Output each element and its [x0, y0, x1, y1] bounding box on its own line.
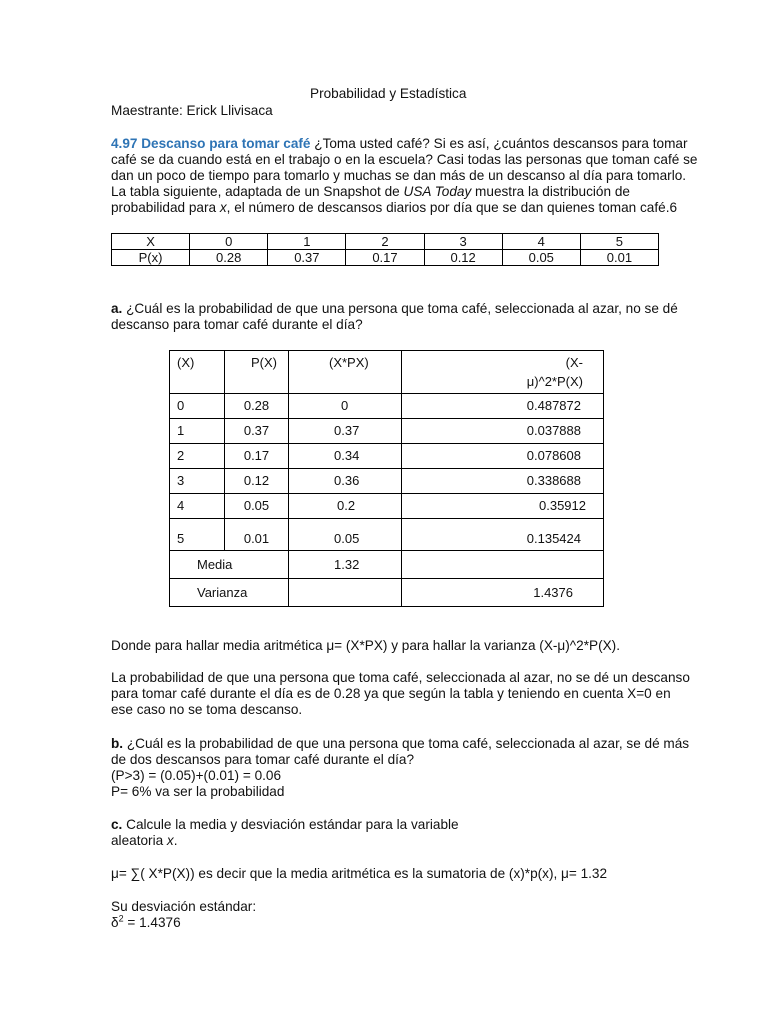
table-cell: Media [170, 551, 289, 579]
question-text: Calcule la media y desviación estándar para la variable [122, 817, 459, 832]
table-cell: 0.01 [225, 519, 289, 551]
question-text: . [173, 833, 178, 848]
answer-a-line-3: ese caso no se toma descanso. [111, 702, 303, 717]
question-b-result: P= 6% va ser la probabilidad [111, 784, 285, 799]
table-cell: 1.4376 [402, 579, 604, 607]
distribution-table [111, 233, 659, 266]
answer-a-line-2: para tomar café durante el día es de 0.28 ya que según la tabla y teniendo en cuenta X=0 en [111, 686, 671, 701]
problem-intro-line-2: café se da cuando está en el trabajo o en la escuela? Casi todas las personas que toman café se [111, 152, 698, 167]
intro-text: , el número de descansos diarios por día que se dan quienes toman café.6 [226, 200, 678, 215]
table-cell: 0.28 [190, 250, 268, 266]
table-cell: 0.05 [289, 519, 402, 551]
table-cell: 0 [289, 394, 402, 419]
table-cell: 2 [346, 234, 424, 250]
table-cell: 0.35912 [402, 494, 604, 519]
sd-label: Su desviación estándar: [111, 899, 257, 914]
table-header-cell: (X*PX) [289, 351, 402, 394]
formula-note: Donde para hallar media aritmética μ= (X*PX) y para hallar la varianza (X-μ)^2*P(X). [111, 638, 620, 653]
intro-text: ¿Toma usted café? Si es así, ¿cuántos descansos para tomar [310, 136, 688, 151]
intro-text: probabilidad para [111, 200, 220, 215]
table-row [170, 444, 604, 469]
problem-intro-line-3: dan un poco de tiempo para tomarlo y muchas se dan más de un descanso al día para tomarlo. [111, 168, 687, 183]
table-cell: P(x) [112, 250, 190, 266]
question-b-line-2: de dos descansos para tomar café durante el día? [111, 752, 415, 767]
question-a-line-2: descanso para tomar café durante el día? [111, 317, 363, 332]
table-row [170, 469, 604, 494]
table-header-cell: P(X) [225, 351, 289, 394]
table-cell: 0.05 [502, 250, 580, 266]
table-cell: 0.36 [289, 469, 402, 494]
problem-title: 4.97 Descanso para tomar café [111, 136, 311, 151]
table-cell: 4 [170, 494, 225, 519]
question-label: a. [111, 301, 123, 316]
sd-number: = 1.4376 [123, 915, 181, 930]
problem-intro-line-4 [111, 184, 630, 200]
table-row [170, 494, 604, 519]
table-cell: 1 [268, 234, 346, 250]
table-cell: 0.17 [225, 444, 289, 469]
sd-superscript: 2 [118, 913, 124, 924]
table-cell: 0.12 [225, 469, 289, 494]
table-cell: 0.05 [225, 494, 289, 519]
table-cell: 0.34 [289, 444, 402, 469]
table-cell: 0.28 [225, 394, 289, 419]
calculation-table [169, 350, 604, 607]
table-cell [289, 579, 402, 607]
table-row [170, 519, 604, 551]
header-line: (X- [565, 355, 583, 370]
mean-line: μ= ∑( X*P(X)) es decir que la media aritmética es la sumatoria de (x)*p(x), μ= 1.32 [111, 866, 608, 881]
question-c-line-2 [111, 833, 178, 849]
table-cell: 0.17 [346, 250, 424, 266]
question-text: ¿Cuál es la probabilidad de que una persona que toma café, seleccionada al azar, no se dé [122, 301, 678, 316]
table-cell: 0.2 [289, 494, 402, 519]
question-a-line-1 [111, 301, 678, 317]
table-cell [402, 551, 604, 579]
problem-intro-line-1 [111, 136, 688, 152]
source-name: USA Today [403, 184, 472, 199]
table-cell: 0.135424 [402, 519, 604, 551]
variable-x: x [219, 200, 227, 215]
table-cell: 0 [190, 234, 268, 250]
question-c-line-1 [111, 817, 459, 833]
teacher-line: Maestrante: Erick Llivisaca [111, 103, 273, 118]
table-cell: 3 [424, 234, 502, 250]
table-row [170, 551, 604, 579]
question-label: b. [111, 736, 124, 751]
intro-text: muestra la distribución de [471, 184, 630, 199]
table-cell: 0.37 [289, 419, 402, 444]
question-label: c. [111, 817, 123, 832]
question-text: aleatoria [111, 833, 167, 848]
table-cell: 5 [170, 519, 225, 551]
table-cell: X [112, 234, 190, 250]
table-cell: 0.078608 [402, 444, 604, 469]
table-cell: 0 [170, 394, 225, 419]
table-row [170, 419, 604, 444]
table-cell: 3 [170, 469, 225, 494]
table-row [170, 394, 604, 419]
sd-value [111, 915, 181, 931]
table-header-cell [402, 351, 604, 394]
table-header-row [170, 351, 604, 394]
variable-x: x [166, 833, 174, 848]
table-row [112, 234, 659, 250]
table-row [170, 579, 604, 607]
table-cell: 4 [502, 234, 580, 250]
question-b-calc: (P>3) = (0.05)+(0.01) = 0.06 [111, 768, 282, 783]
table-cell: Varianza [170, 579, 289, 607]
table-row [112, 250, 659, 266]
header-line: μ)^2*P(X) [526, 374, 583, 389]
table-cell: 0.12 [424, 250, 502, 266]
table-cell: 5 [580, 234, 658, 250]
table-cell: 0.487872 [402, 394, 604, 419]
table-cell: 0.037888 [402, 419, 604, 444]
table-cell: 0.37 [268, 250, 346, 266]
question-b-line-1 [111, 736, 689, 752]
table-cell: 0.37 [225, 419, 289, 444]
question-text: ¿Cuál es la probabilidad de que una persona que toma café, seleccionada al azar, se dé más [123, 736, 690, 751]
table-cell: 1.32 [289, 551, 402, 579]
course-title: Probabilidad y Estadística [310, 86, 467, 101]
table-cell: 0.338688 [402, 469, 604, 494]
sd-symbol: δ [111, 915, 119, 930]
table-cell: 1 [170, 419, 225, 444]
table-header-cell: (X) [170, 351, 225, 394]
table-cell: 0.01 [580, 250, 658, 266]
problem-intro-line-5 [111, 200, 677, 216]
table-cell: 2 [170, 444, 225, 469]
answer-a-line-1: La probabilidad de que una persona que toma café, seleccionada al azar, no se dé un descanso [111, 670, 690, 685]
intro-text: La tabla siguiente, adaptada de un Snapshot de [111, 184, 404, 199]
